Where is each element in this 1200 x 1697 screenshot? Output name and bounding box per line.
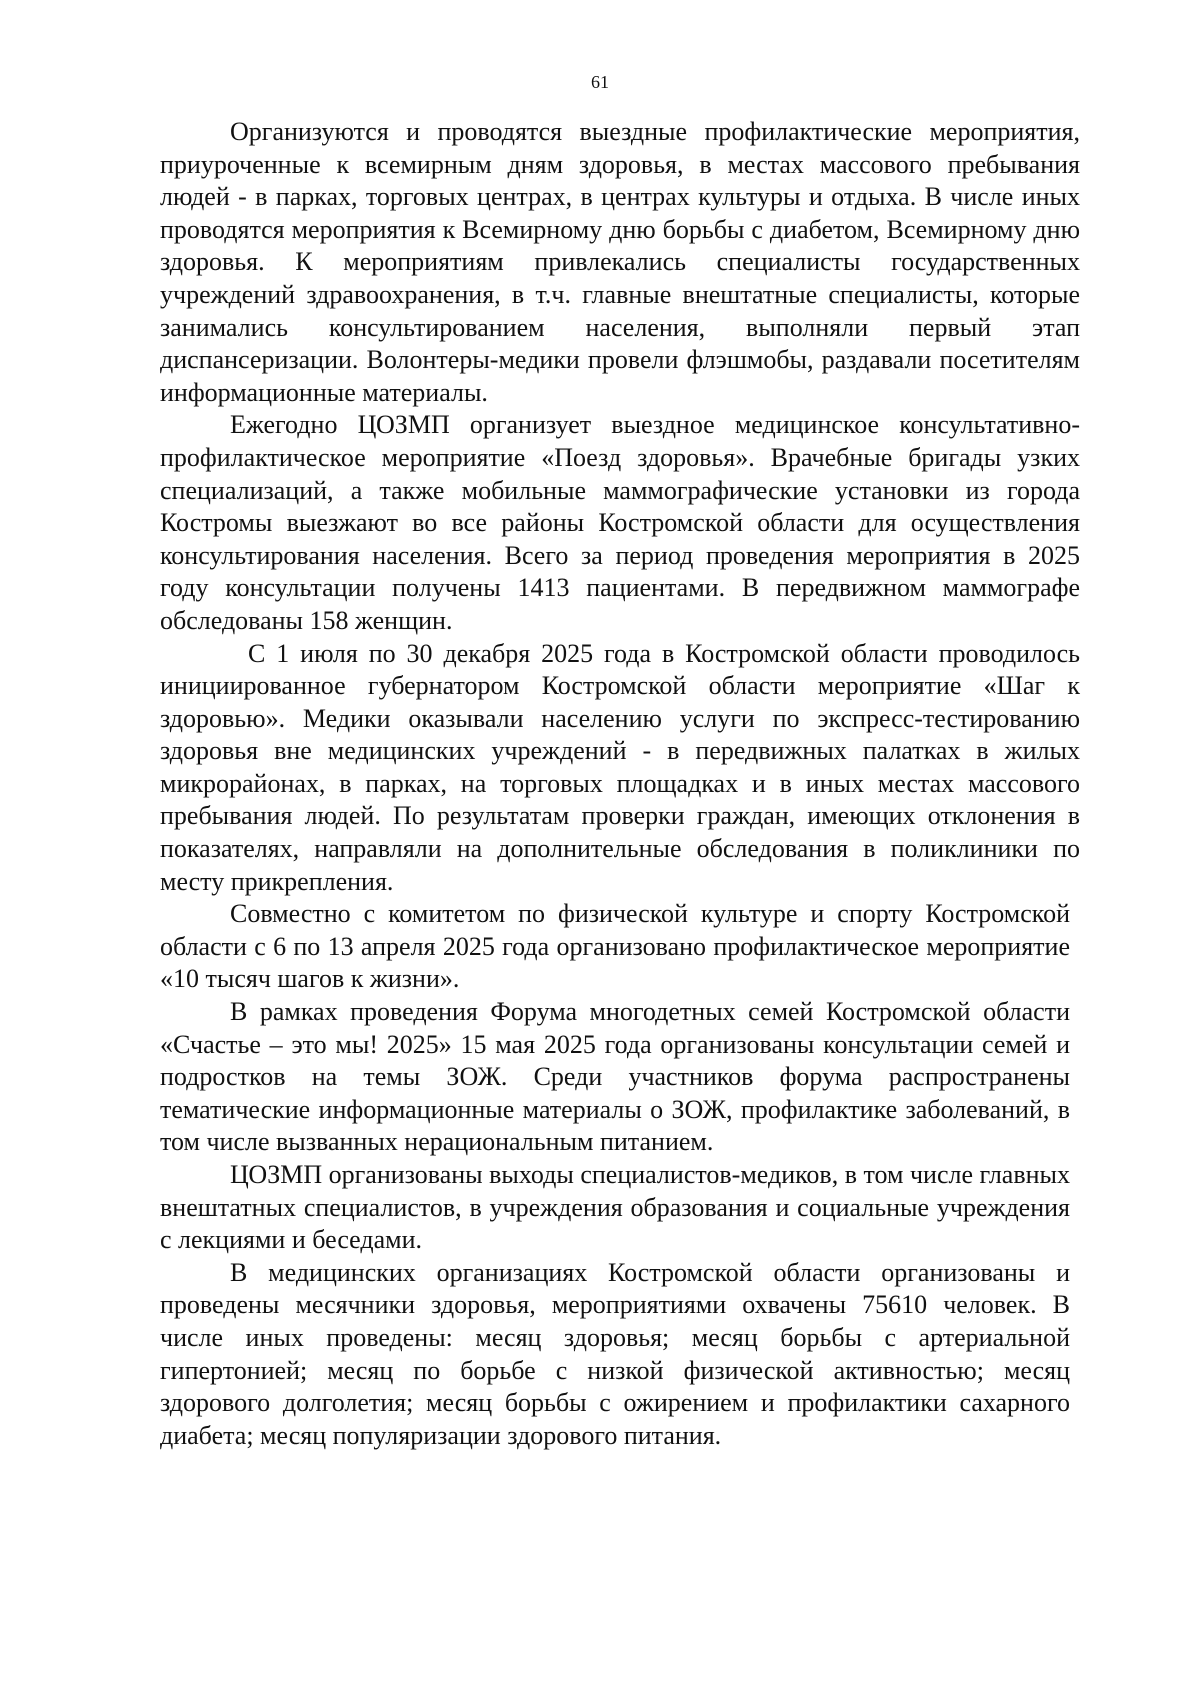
paragraph-health-train: Ежегодно ЦОЗМП организует выездное медицинское консультативно-профилактическое мероприятие «Поезд здоровья». Врачебные бригады узких специализаций, а также мобильные маммографические установки из города Костромы выезжают во все районы Костромской области для осуществления консультирования населения. Всего за период проведения мероприятия в 2025 году консультации получены 1413 пациентами. В передвижном маммографе обследованы 158 женщин.: [160, 410, 1080, 635]
paragraph-lectures: ЦОЗМП организованы выходы специалистов-медиков, в том числе главных внештатных специалистов, в учреждения образования и социальные учреждения с лекциями и беседами.: [160, 1160, 1071, 1255]
paragraph-outreach-events: Организуются и проводятся выездные профилактические мероприятия, приуроченные к всемирным дням здоровья, в местах массового пребывания людей - в парках, торговых центрах, в центрах культуры и отдыха. В числе иных проводятся мероприятия к Всемирному дню борьбы с диабетом, Всемирному дню здоровья. К мероприятиям привлекались специалисты государственных учреждений здравоохранения, в т.ч. главные внештатные специалисты, которые занимались консультированием населения, выполняли первый этап диспансеризации. Волонтеры-медики провели флэшмобы, раздавали посетителям информационные материалы.: [160, 117, 1080, 407]
page-number: 61: [591, 72, 609, 92]
paragraph-health-months: В медицинских организациях Костромской области организованы и проведены месячники здоровья, мероприятиями охвачены 75610 человек. В числе иных проведены: месяц здоровья; месяц борьбы с артериальной гипертонией; месяц по борьбе с низкой физической активностью; месяц здорового долголетия; месяц борьбы с ожирением и профилактики сахарного диабета; месяц популяризации здорового питания.: [160, 1257, 1070, 1450]
paragraph-step-to-health: С 1 июля по 30 декабря 2025 года в Костромской области проводилось инициированное губернатором Костромской области мероприятие «Шаг к здоровью». Медики оказывали населению услуги по экспресс-тестированию здоровья вне медицинских учреждений - в передвижных палатках в жилых микрорайонах, в парках, на торговых площадках и в иных местах массового пребывания людей. По результатам проверки граждан, имеющих отклонения в показателях, направляли на дополнительные обследования в поликлиники по месту прикрепления.: [160, 638, 1080, 896]
document-body: [160, 116, 1080, 1452]
paragraph-families-forum: В рамках проведения Форума многодетных семей Костромской области «Счастье – это мы! 2025» 15 мая 2025 года организованы консультации семей и подростков на темы ЗОЖ. Среди участников форума распространены тематические информационные материалы о ЗОЖ, профилактике заболеваний, в том числе вызванных нерациональным питанием.: [160, 997, 1070, 1157]
paragraph-10000-steps: Совместно с комитетом по физической культуре и спорту Костромской области с 6 по 13 апреля 2025 года организовано профилактическое мероприятие «10 тысяч шагов к жизни».: [160, 899, 1070, 994]
